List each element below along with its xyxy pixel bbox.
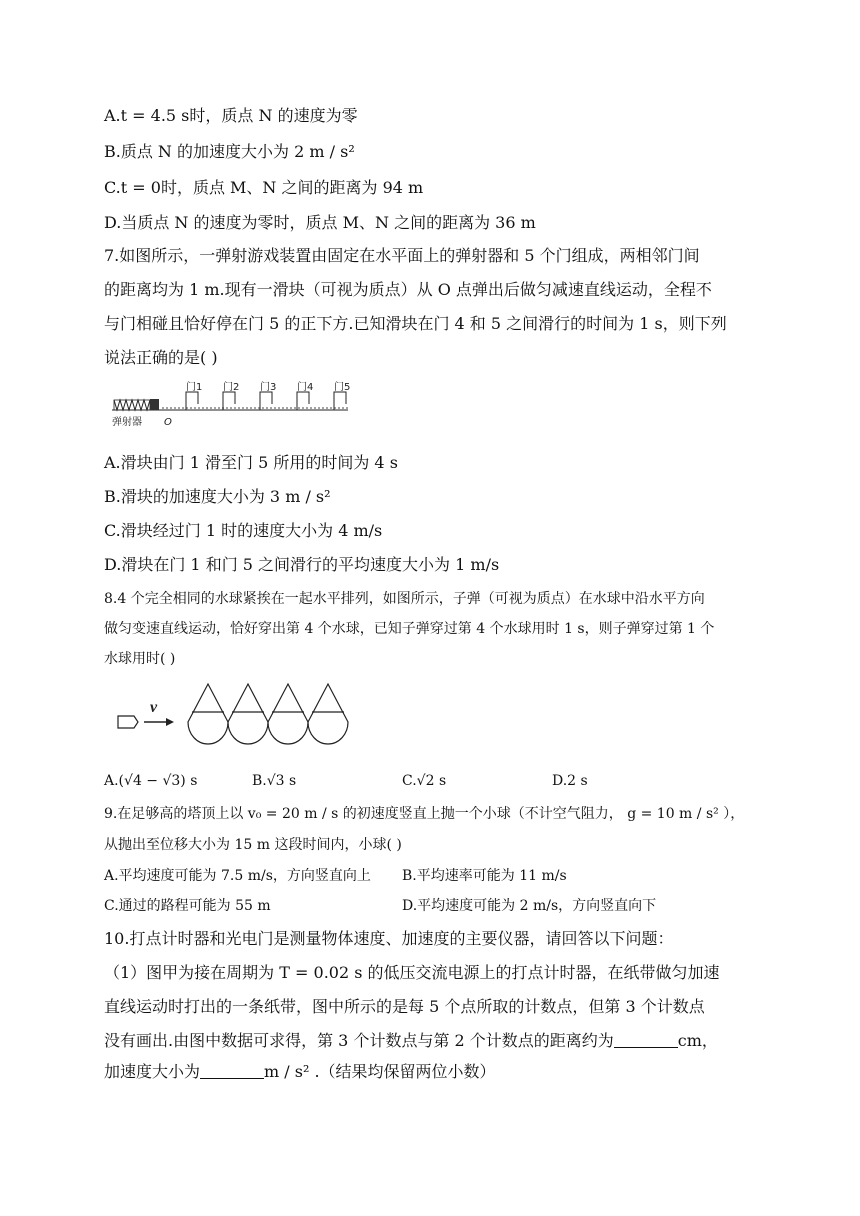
gate-5 [334, 392, 346, 410]
arrow-icon [166, 718, 174, 726]
q7-stem-line-3: 与门相碰且恰好停在门 5 的正下方.已知滑块在门 4 和 5 之间滑行的时间为 1 s，则下列 [104, 314, 727, 333]
answer-blank-distance[interactable] [614, 1031, 678, 1048]
gate-5-label: 门5 [334, 382, 351, 393]
q8-stem-line-2: 做匀变速直线运动，恰好穿出第 4 个水球，已知子弹穿过第 4 个水球用时 1 s，则子弹穿过第 1 个 [104, 621, 715, 637]
q10-part1-line-3-unit: cm， [677, 1031, 718, 1050]
q7-stem-line-2: 的距离均为 1 m.现有一滑块（可视为质点）从 O 点弹出后做匀减速直线运动，全程不 [104, 280, 712, 299]
gate-2 [223, 392, 235, 410]
slider-block [150, 399, 159, 410]
q9-option-c: C.通过的路程可能为 55 m [104, 898, 271, 914]
bullet-icon [118, 716, 138, 728]
water-ball-1 [188, 684, 228, 744]
origin-label: O [164, 417, 172, 428]
q9-options-row-1 [104, 866, 724, 886]
gate-2-label: 门2 [223, 382, 240, 393]
q7-stem-line-4: 说法正确的是( ) [104, 348, 218, 367]
q10-part1-line-2: 直线运动时打出的一条纸带，图中所示的是每 5 个点所取的计数点，但第 3 个计数点 [104, 997, 705, 1016]
launcher-label: 弹射器 [112, 417, 142, 428]
q8-option-b: B.√3 s [252, 773, 297, 789]
q6-option-a: A.t = 4.5 s时，质点 N 的速度为零 [104, 106, 358, 125]
q7-option-b: B.滑块的加速度大小为 3 m / s² [104, 487, 331, 506]
water-ball-2 [228, 684, 268, 744]
q7-option-a: A.滑块由门 1 滑至门 5 所用的时间为 4 s [104, 453, 398, 472]
q10-stem: 10.打点计时器和光电门是测量物体速度、加速度的主要仪器，请回答以下问题： [104, 929, 674, 948]
q6-option-d: D.当质点 N 的速度为零时，质点 M、N 之间的距离为 36 m [104, 213, 536, 232]
q10-part1-line-4 [104, 1061, 496, 1083]
gate-4 [297, 392, 309, 410]
q9-stem-line-2: 从抛出至位移大小为 15 m 这段时间内，小球( ) [104, 837, 402, 853]
gate-4-label: 门4 [297, 382, 314, 393]
q9-option-a: A.平均速度可能为 7.5 m/s，方向竖直向上 [104, 868, 371, 884]
q8-options-row [104, 771, 704, 791]
q9-option-b: B.平均速率可能为 11 m/s [402, 868, 567, 884]
q10-part1-line-4-unit: m / s² .（结果均保留两位小数） [264, 1062, 496, 1081]
q8-water-balls-figure [116, 682, 376, 762]
gate-3-label: 门3 [260, 382, 277, 393]
q9-options-row-2 [104, 896, 724, 916]
water-ball-4 [308, 684, 348, 744]
answer-blank-acceleration[interactable] [200, 1062, 264, 1079]
q10-part1-line-1: （1）图甲为接在周期为 T = 0.02 s 的低压交流电源上的打点计时器，在纸带做匀加速 [104, 963, 720, 982]
q9-option-d: D.平均速度可能为 2 m/s，方向竖直向下 [402, 898, 657, 914]
q6-option-b: B.质点 N 的加速度大小为 2 m / s² [104, 142, 355, 161]
spring-icon [114, 400, 150, 410]
q8-stem-line-1: 8.4 个完全相同的水球紧挨在一起水平排列，如图所示，子弹（可视为质点）在水球中沿水平方向 [104, 591, 705, 607]
q7-option-c: C.滑块经过门 1 时的速度大小为 4 m/s [104, 521, 383, 540]
q8-option-d: D.2 s [552, 773, 588, 789]
q7-launcher-gates-figure [112, 380, 362, 430]
q10-part1-line-3-text: 没有画出.由图中数据可求得，第 3 个计数点与第 2 个计数点的距离约为 [104, 1031, 614, 1050]
gate-1 [186, 392, 198, 410]
q7-stem-line-1: 7.如图所示，一弹射游戏装置由固定在水平面上的弹射器和 5 个门组成，两相邻门间 [104, 246, 700, 265]
q8-option-c: C.√2 s [402, 773, 447, 789]
q9-stem-line-1: 9.在足够高的塔顶上以 v₀ = 20 m / s 的初速度竖直上抛一个小球（不计空气阻力， g = 10 m / s² ）， [104, 806, 745, 822]
q7-option-d: D.滑块在门 1 和门 5 之间滑行的平均速度大小为 1 m/s [104, 555, 500, 574]
q8-option-a: A.(√4 − √3) s [104, 773, 198, 789]
q10-part1-line-4-text: 加速度大小为 [104, 1062, 201, 1081]
q10-part1-line-3 [104, 1030, 718, 1052]
gate-3 [260, 392, 272, 410]
velocity-label: v [150, 699, 158, 716]
q8-stem-line-3: 水球用时( ) [104, 651, 176, 667]
gate-1-label: 门1 [186, 382, 203, 393]
q6-option-c: C.t = 0时，质点 M、N 之间的距离为 94 m [104, 178, 424, 197]
water-ball-3 [268, 684, 308, 744]
